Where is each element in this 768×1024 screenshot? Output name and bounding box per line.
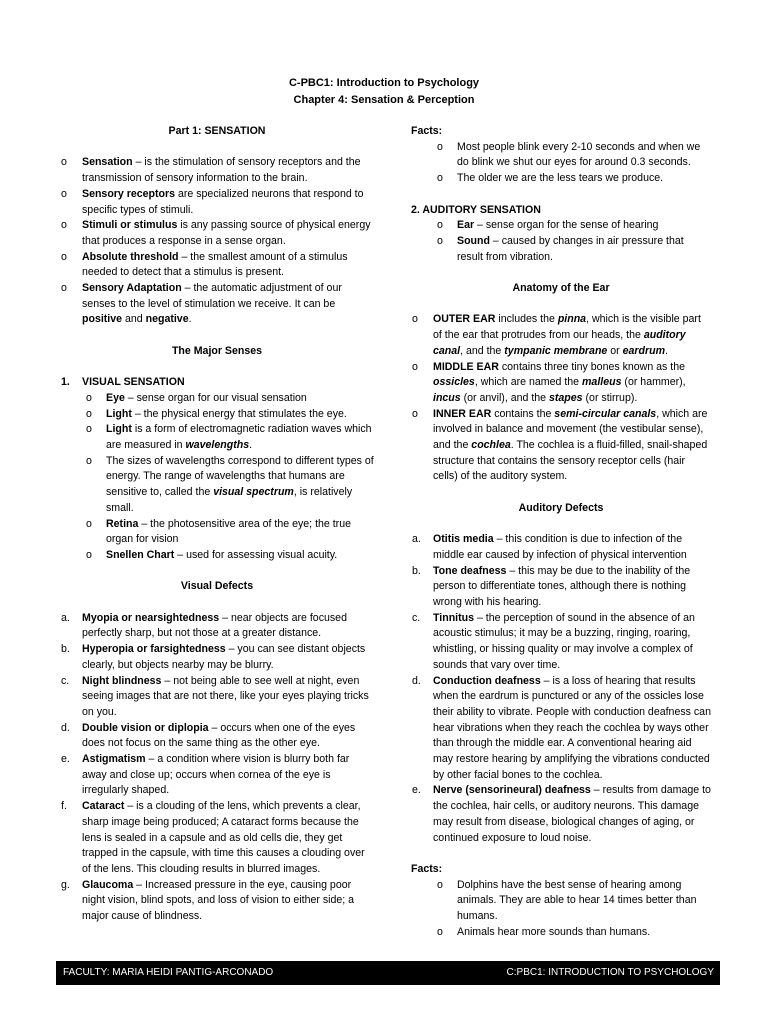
anatomy-title: Anatomy of the Ear <box>512 282 610 294</box>
auditory-defects-title: Auditory Defects <box>518 501 604 514</box>
ear-part-item: o OUTER EAR includes the pinna, which is the visible part of the ear that protrudes from our heads, the auditory canal, and the tympanic membrane or eardrum. <box>411 312 711 359</box>
visual-sensation-list <box>60 391 374 564</box>
visual-defect-item: c. Night blindness – not being able to see well at night, even seeing images that are not there, like your eyes playing tricks on you. <box>61 674 369 718</box>
visual-sensation-heading: 1. VISUAL SENSATION <box>61 376 185 389</box>
visual-defect-item: g. Glaucoma – Increased pressure in the eye, causing poor night vision, blind spots, and loss of vision to either side; a major cause of blindness. <box>61 878 355 923</box>
visual-item: o Snellen Chart – used for assessing visual acuity. <box>60 548 374 564</box>
visual-item: o Light is a form of electromagnetic radiation waves which are measured in wavelengths. <box>60 422 374 453</box>
fact-item: o Animals hear more sounds than humans. <box>411 925 711 941</box>
page-footer <box>56 961 720 985</box>
part-title: Part 1: SENSATION <box>168 125 266 137</box>
auditory-defect-item: e. Nerve (sensorineural) deafness – results from damage to the cochlea, hair cells, or auditory neurons. This damage may result from disease, biological changes of aging, or continued exposure to loud noise. <box>412 784 711 844</box>
definition-list <box>60 155 374 328</box>
fact-item: o Dolphins have the best sense of hearing among animals. They are able to hear 14 times better than humans. <box>411 878 711 925</box>
visual-item: o Retina – the photosensitive area of the eye; the true organ for vision <box>60 517 374 548</box>
definition-item: o Absolute threshold – the smallest amount of a stimulus needed to detect that a stimulus is present. <box>60 250 374 281</box>
visual-defect-item: b. Hyperopia or farsightedness – you can see distant objects clearly, but objects nearby may be blurry. <box>61 643 366 671</box>
auditory-sensation-heading: 2. AUDITORY SENSATION <box>411 203 541 216</box>
visual-defect-item: f. Cataract – is a clouding of the lens, which prevents a clear, sharp image being produced; A cataract forms because the lens is sealed in a capsule and as old cells die, they get trapped in the capsule, with time this causes a clouding over of the lens. This clouding results in blurred images. <box>61 800 365 875</box>
facts-list <box>411 878 711 941</box>
ear-part-item: o INNER EAR contains the semi-circular canals, which are involved in balance and movement (the vestibular sense), and the cochlea. The cochlea is a fluid-filled, snail-shaped structure that contains the sensory receptor cells (hair cells) of the auditory system. <box>411 407 711 486</box>
fact-item: o Most people blink every 2-10 seconds and when we do blink we shut our eyes for around 0.3 seconds. <box>411 140 711 171</box>
auditory-defect-item: d. Conduction deafness – is a loss of hearing that results when the eardrum is punctured or any of the ossicles lose their ability to vibrate. People with conduction deafness can hear vibrations when they reach the cochlea by ways other than through the middle ear. A conventional hearing aid may restore hearing by amplifying the vibrations conducted by other facial bones to the cochlea. <box>412 674 711 781</box>
auditory-defects-list <box>411 532 711 846</box>
ear-anatomy-list <box>411 312 711 485</box>
definition-item: o Sensation – is the stimulation of sensory receptors and the transmission of sensory information to the brain. <box>60 155 374 186</box>
facts-title: Facts: <box>411 125 443 137</box>
definition-item: o Sensory receptors are specialized neurons that respond to specific types of stimuli. <box>60 187 374 218</box>
visual-defect-item: d. Double vision or diplopia – occurs when one of the eyes does not focus on the same thing as the other eye. <box>61 721 356 750</box>
auditory-sensation-list <box>411 218 711 265</box>
visual-defects-title: Visual Defects <box>180 580 254 593</box>
fact-item: o The older we are the less tears we produce. <box>411 171 711 187</box>
visual-defect-item: a. Myopia or nearsightedness – near objects are focused perfectly sharp, but not those at a greater distance. <box>61 611 347 640</box>
visual-defects-list <box>60 611 374 925</box>
auditory-item: o Ear – sense organ for the sense of hearing <box>411 218 711 234</box>
auditory-item: o Sound – caused by changes in air pressure that result from vibration. <box>411 234 711 265</box>
visual-item: o The sizes of wavelengths correspond to different types of energy. The range of wavelengths that humans are sensitive to, called the visual spectrum, is relatively small. <box>60 454 374 517</box>
left-column <box>60 124 374 925</box>
facts-title: Facts: <box>411 862 443 875</box>
definition-item: o Sensory Adaptation – the automatic adjustment of our senses to the level of stimulation we receive. It can be positive and negative. <box>60 281 374 328</box>
auditory-defect-item: c. Tinnitus – the perception of sound in the absence of an acoustic stimulus; it may be a buzzing, ringing, roaring, whistling, or hissing quality or may involve a complex of sounds that vary over time. <box>412 611 695 671</box>
footer-course: C:PBC1: INTRODUCTION TO PSYCHOLOGY <box>506 967 714 978</box>
definition-item: o Stimuli or stimulus is any passing source of physical energy that produces a response in a sense organ. <box>60 218 374 249</box>
major-senses-title: The Major Senses <box>171 344 263 357</box>
chapter-title: Chapter 4: Sensation & Perception <box>293 94 475 106</box>
footer-faculty: FACULTY: MARIA HEIDI PANTIG-ARCONADO <box>63 967 274 978</box>
facts-list <box>411 140 711 187</box>
course-title: C-PBC1: Introduction to Psychology <box>288 77 480 89</box>
auditory-defect-item: a. Otitis media – this condition is due to infection of the middle ear caused by infection of physical intervention <box>412 533 687 561</box>
auditory-defect-item: b. Tone deafness – this may be due to the inability of the person to differentiate tones, although there is nothing wrong with his hearing. <box>412 564 691 609</box>
right-column <box>411 124 711 940</box>
visual-item: o Eye – sense organ for our visual sensation <box>60 391 374 407</box>
ear-part-item: o MIDDLE EAR contains three tiny bones known as the ossicles, which are named the malleus (or hammer), incus (or anvil), and the stapes (or stirrup). <box>411 360 711 407</box>
visual-item: o Light – the physical energy that stimulates the eye. <box>60 407 374 423</box>
visual-defect-item: e. Astigmatism – a condition where vision is blurry both far away and close up; occurs when cornea of the eye is irregularly shaped. <box>61 753 350 797</box>
